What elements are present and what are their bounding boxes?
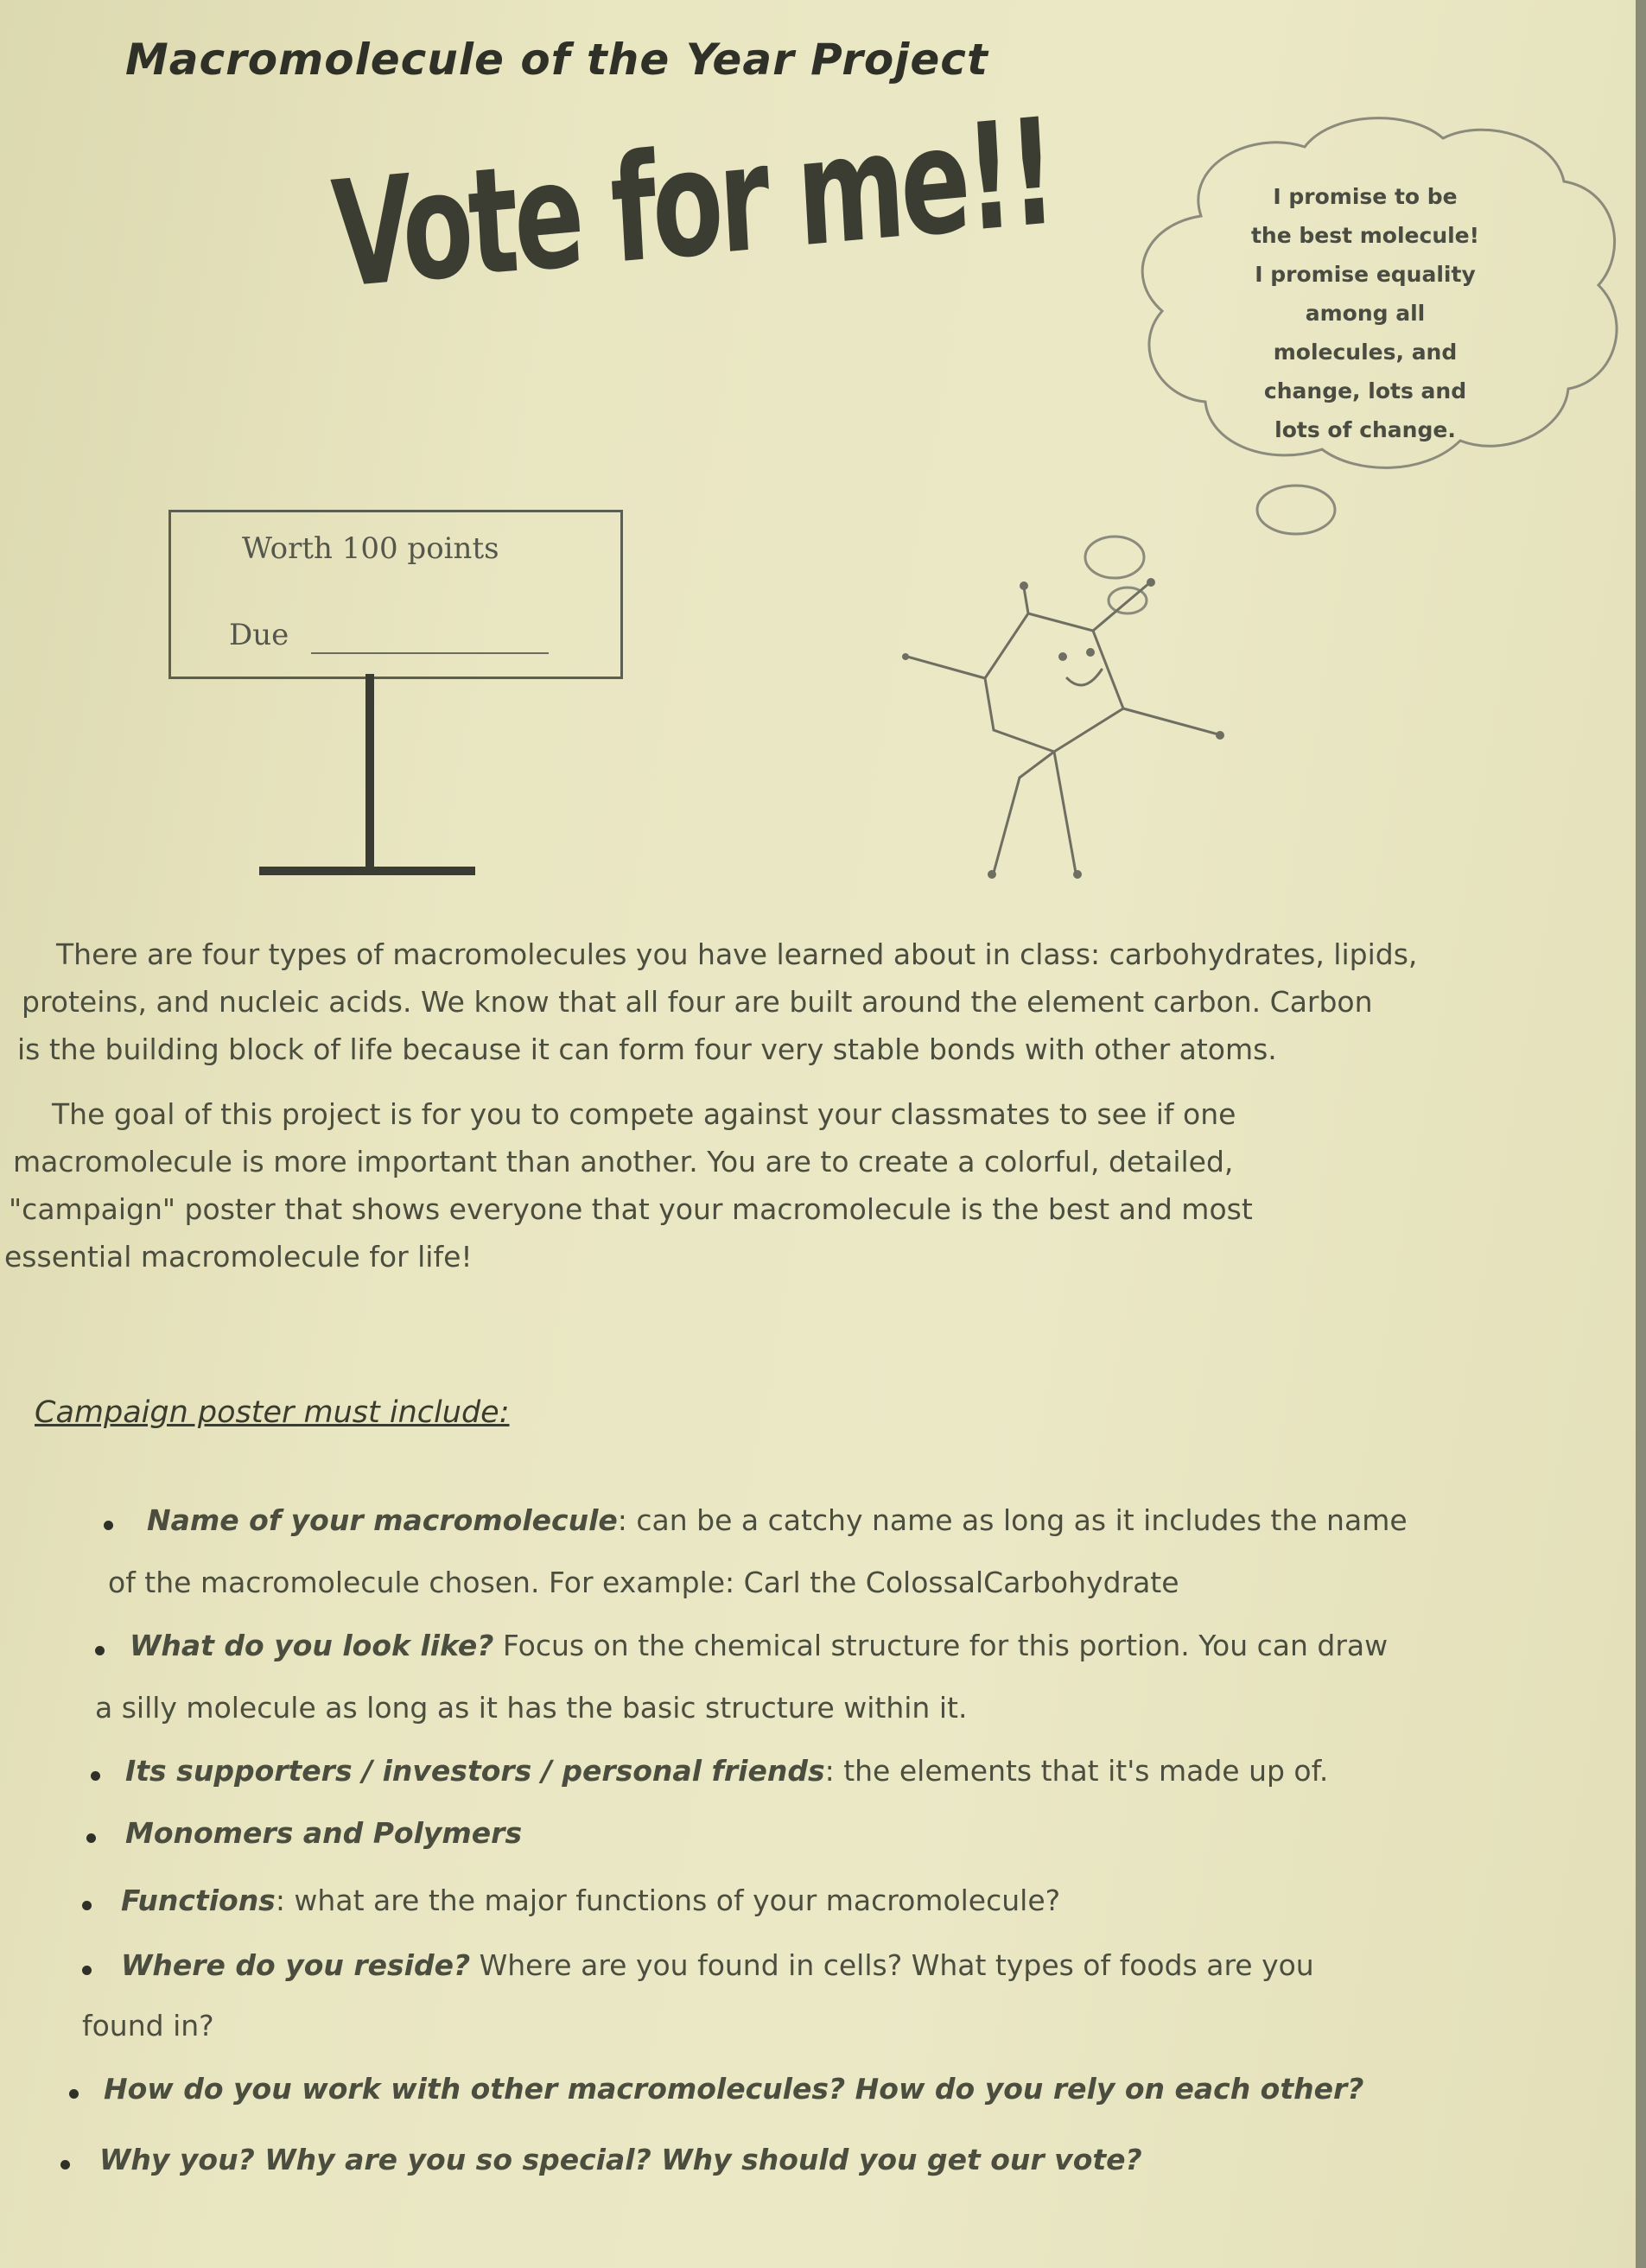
list-item-continuation: found in?: [82, 2009, 214, 2042]
molecule-cartoon: [890, 562, 1262, 890]
due-blank-line: [311, 652, 549, 654]
list-item: Where do you reside? Where are you found in cells? What types of foods are you: [121, 1948, 1314, 1982]
bullet-icon: [86, 1833, 96, 1843]
page-title: Macromolecule of the Year Project: [125, 35, 988, 85]
sign-post-base: [259, 867, 475, 875]
bullet-icon: [82, 1966, 92, 1975]
list-item: Its supporters / investors / personal friends: the elements that it's made up of.: [125, 1754, 1329, 1788]
requirements-heading: Campaign poster must include:: [35, 1395, 510, 1430]
list-item-continuation: a silly molecule as long as it has the basic structure within it.: [95, 1691, 968, 1725]
list-item: Monomers and Polymers: [125, 1816, 523, 1850]
bullet-icon: [60, 2160, 70, 2170]
bullet-icon: [95, 1646, 105, 1655]
list-item: Functions: what are the major functions of your macromolecule?: [121, 1884, 1061, 1917]
bullet-icon: [82, 1901, 92, 1910]
thought-bubble-text: I promise to be the best molecule! I promise equality among all molecules, and change, lots and lots of change.: [1250, 184, 1480, 442]
list-item-continuation: of the macromolecule chosen. For example: Carl the ColossalCarbohydrate: [108, 1566, 1179, 1599]
vote-headline: Vote for me!!: [328, 86, 1057, 322]
list-item: How do you work with other macromolecules? How do you rely on each other?: [104, 2072, 1364, 2106]
sign-post: [365, 674, 374, 868]
sign-due-label: Due: [229, 618, 289, 652]
sign-worth-text: Worth 100 points: [242, 531, 499, 566]
page-edge: [1636, 0, 1646, 2268]
bullet-icon: [104, 1521, 113, 1530]
list-item: Name of your macromolecule: can be a catchy name as long as it includes the name: [147, 1503, 1408, 1537]
list-item: What do you look like? Focus on the chemical structure for this portion. You can draw: [130, 1629, 1389, 1662]
bullet-icon: [69, 2089, 79, 2099]
bullet-icon: [91, 1771, 100, 1781]
list-item: Why you? Why are you so special? Why should you get our vote?: [99, 2143, 1142, 2176]
